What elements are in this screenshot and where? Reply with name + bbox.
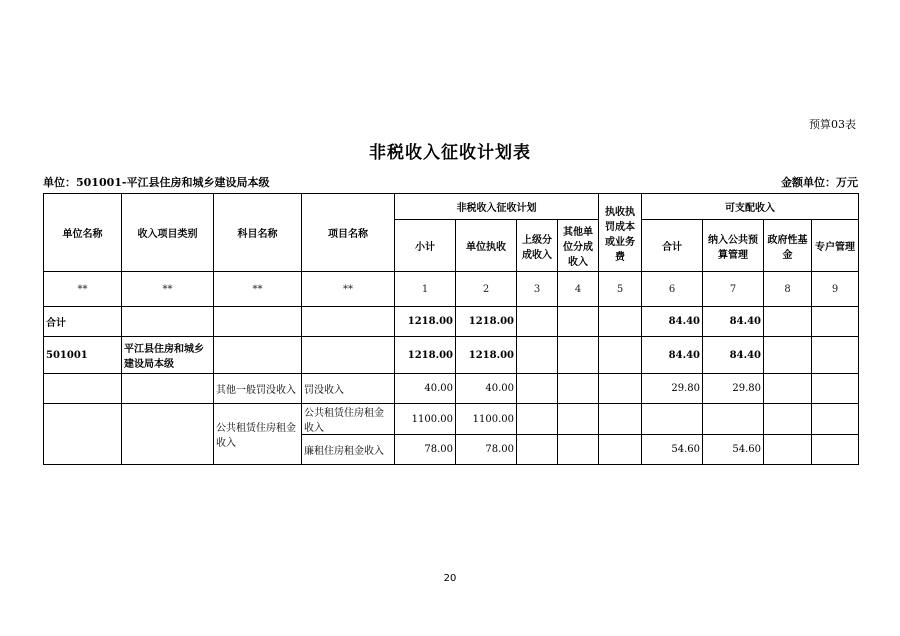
index-row [44, 272, 859, 307]
index-cell: 7 [703, 272, 764, 307]
rent-b-project: 廉租住房租金收入 [302, 435, 395, 465]
total-unit-collect: 1218.00 [456, 307, 517, 337]
non-tax-income-table [43, 193, 859, 465]
total-total: 84.40 [642, 307, 703, 337]
fine-total: 29.80 [642, 374, 703, 404]
header-subtotal: 小计 [395, 220, 456, 272]
rent-a-subtotal: 1100.00 [395, 404, 456, 435]
header-other-share: 其他单位分成收入 [558, 220, 599, 272]
index-cell: 5 [599, 272, 642, 307]
header-plan-group: 非税收入征收计划 [395, 194, 599, 220]
index-cell: ** [214, 272, 302, 307]
rent-b-subtotal: 78.00 [395, 435, 456, 465]
rent-a-project: 公共租赁住房租金收入 [302, 404, 395, 435]
fine-project: 罚没收入 [302, 374, 395, 404]
org-unit-collect: 1218.00 [456, 337, 517, 374]
header-unit-name: 单位名称 [44, 194, 122, 272]
index-cell: 3 [517, 272, 558, 307]
fine-subject: 其他一般罚没收入 [214, 374, 302, 404]
index-cell: 1 [395, 272, 456, 307]
index-cell: ** [302, 272, 395, 307]
table-row-rent-public [44, 404, 859, 435]
rent-subject: 公共租赁住房租金收入 [214, 404, 302, 465]
rent-b-unit-collect: 78.00 [456, 435, 517, 465]
table-row-fine [44, 374, 859, 404]
index-cell: 2 [456, 272, 517, 307]
header-disposable-group: 可支配收入 [642, 194, 859, 220]
table-row-total [44, 307, 859, 337]
form-number: 预算03表 [809, 118, 856, 131]
header-unit-collect: 单位执收 [456, 220, 517, 272]
rent-a-unit-collect: 1100.00 [456, 404, 517, 435]
header-project-name: 项目名称 [302, 194, 395, 272]
page-number: 20 [443, 573, 457, 584]
total-subtotal: 1218.00 [395, 307, 456, 337]
index-cell: ** [122, 272, 214, 307]
index-cell: ** [44, 272, 122, 307]
page-title: 非税收入征收计划表 [369, 143, 531, 163]
index-cell: 8 [764, 272, 812, 307]
unit-label: 单位：501001-平江县住房和城乡建设局本级 [43, 176, 270, 189]
total-label: 合计 [44, 307, 122, 337]
org-code: 501001 [44, 337, 122, 374]
table-row-org [44, 337, 859, 374]
header-public-budget: 纳入公共预算管理 [703, 220, 764, 272]
rent-b-total: 54.60 [642, 435, 703, 465]
header-subject-name: 科目名称 [214, 194, 302, 272]
org-name: 平江县住房和城乡建设局本级 [122, 337, 214, 374]
header-total: 合计 [642, 220, 703, 272]
fine-unit-collect: 40.00 [456, 374, 517, 404]
header-enforce-cost: 执收执罚成本或业务费 [599, 194, 642, 272]
index-cell: 6 [642, 272, 703, 307]
org-public-budget: 84.40 [703, 337, 764, 374]
org-total: 84.40 [642, 337, 703, 374]
unit-info-row [43, 174, 858, 190]
index-cell: 9 [812, 272, 859, 307]
header-income-category: 收入项目类别 [122, 194, 214, 272]
rent-b-public-budget: 54.60 [703, 435, 764, 465]
header-gov-fund: 政府性基金 [764, 220, 812, 272]
fine-public-budget: 29.80 [703, 374, 764, 404]
amount-unit: 金额单位：万元 [781, 176, 858, 189]
total-public-budget: 84.40 [703, 307, 764, 337]
index-cell: 4 [558, 272, 599, 307]
header-special-mgmt: 专户管理 [812, 220, 859, 272]
fine-subtotal: 40.00 [395, 374, 456, 404]
header-upper-share: 上级分成收入 [517, 220, 558, 272]
org-subtotal: 1218.00 [395, 337, 456, 374]
